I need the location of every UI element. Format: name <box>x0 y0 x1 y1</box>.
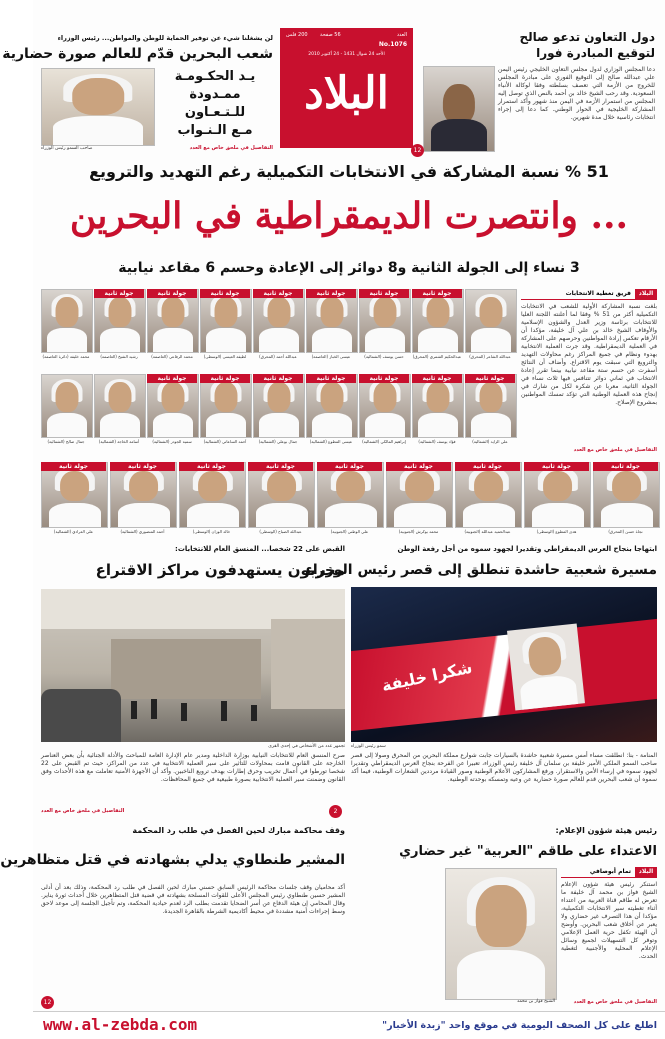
issue-date: الأحد 24 شوال 1431 - 24 أكتوبر 2010 <box>308 52 385 57</box>
middle-story-body: صرح المنسق العام للانتخابات النيابية بوزارة الداخلية ومدير عام الإدارة العامة للمباحث والأدلة الجنائية بأن بعض العناصر الخارجة على القانون قامت بمحاولات للتأثير على سير العملية الانتخابية في عدد من المراكز، حيث تم القبض على 22 شخصا تورطوا في أعمال تخريب وحرق إطارات بهدف ترويع الناخبين. وأكد أن الأجهزة الأمنية تعاملت مع هذه الأحداث وفق القانون وضمنت سير العملية الانتخابية بصورة طبيعية في جميع المحافظات. <box>41 752 345 783</box>
candidate-photo <box>306 289 358 353</box>
candidate-name: علي الزايد (الشمالية) <box>472 439 508 444</box>
portrait-on-banner <box>507 624 585 711</box>
candidate-photo <box>94 374 146 438</box>
bottom-middle-body: أكد محاميان وقف جلسات محاكمة الرئيس السابق حسني مبارك لحين الفصل في طلب رد المحكمة، وذلك بعد أن أدلى المشير حسين طنطاوي رئيس المجلس الأعلى للقوات المسلحة بشهادته في قضية قتل المتظاهرين خلال أحداث ثورة يناير. وقال المحامي إن هيئة الدفاع عن أسر الضحايا تقدمت بطلب الرد لعدم حيادية المحكمة، وتم تأجيل الجلسة إلى موعد لاحق وسط إجراءات أمنية مشددة في محيط أكاديمية الشرطة بالقاهرة الجديدة. <box>41 884 345 915</box>
candidate-name: جمال صالح (الشمالية) <box>47 439 85 444</box>
issue-label: العدد <box>396 32 407 38</box>
footer-slogan: اطلع على كل الصحف اليومية في موقع واحد "زبدة الأخبار" <box>382 1020 657 1031</box>
candidate-card <box>455 462 520 536</box>
main-second-headline: 3 نساء إلى الجولة الثانية و8 دوائر إلى الإعادة وحسم 6 مقاعد نيابية <box>118 260 580 276</box>
right-story-body: المنامة - بنا: انطلقت مساء أمس مسيرة شعبية حاشدة بالسيارات جابت شوارع مملكة البحرين من المحرق وصولا إلى قصر صاحب السمو الملكي الأمير خليفة بن سلمان آل خليفة رئيس الوزراء، تعبيرا عن الفرحة بنجاح العرس الديمقراطي وتقديرا لجهود سموه في إرساء الأمن والاستقرار. ورفع المشاركون الأعلام الوطنية وصور القيادة مرددين الشعارات الوطنية، فيما أكد سموه أن شعب البحرين قدم للعالم صورة حضارية عن وعيه وتمسكه بوحدته الوطنية. <box>351 752 657 783</box>
candidate-name: عيسى الخباز (العاصمة) <box>311 354 351 359</box>
candidate-name: هدى المطوع (الوسطى) <box>536 529 577 534</box>
footer-url[interactable]: www.al-zebda.com <box>43 1015 198 1034</box>
candidates-row-2 <box>41 374 517 444</box>
candidate-photo <box>412 289 464 353</box>
bottom-right-body: استنكر رئيس هيئة شؤون الإعلام الشيخ فواز بن محمد آل خليفة ما تعرض له طاقم قناة العربية من اعتداء أثناء تغطيته سير الانتخابات التكميلية، مؤكدا أن هذا التصرف غير حضاري ولا يعبر عن أخلاق شعب البحرين. وأوضح أن الهيئة تكفل حرية العمل الإعلامي وتوفر كل التسهيلات لجميع وسائل الإعلام المحلية والأجنبية لتغطية الحدث. <box>561 881 657 960</box>
candidate-photo <box>593 462 660 528</box>
candidate-name: محمد خليفة (دائرة العاصمة) <box>42 354 90 359</box>
candidate-name: عبدالحميد عبدالله (الجنوبية) <box>464 529 511 534</box>
candidate-photo <box>412 374 464 438</box>
second-round-badge: جولة ثانية <box>317 462 382 471</box>
bottom-right-more-link[interactable]: التفاصيل في ملحق خاص مع العدد <box>573 999 657 1005</box>
second-round-badge: جولة ثانية <box>386 462 451 471</box>
second-round-badge: جولة ثانية <box>94 289 144 298</box>
candidate-card <box>593 462 658 536</box>
media-chief-photo <box>445 868 557 1000</box>
bottom-middle-page-badge[interactable]: 12 <box>41 996 54 1009</box>
candidate-photo <box>524 462 591 528</box>
second-round-badge: جولة ثانية <box>359 374 409 383</box>
candidate-photo <box>41 462 108 528</box>
candidate-name: حسن يوسف (الشمالية) <box>364 354 404 359</box>
candidate-name: أسامة الخاجة (الشمالية) <box>98 439 140 444</box>
candidate-name: لطيفة العيسى (الوسطى) <box>203 354 247 359</box>
lead-story-byline: فريق تغطية الانتخابات <box>565 290 631 297</box>
candidate-card <box>41 374 91 446</box>
top-right-page-badge[interactable]: 12 <box>411 144 424 157</box>
second-round-badge: جولة ثانية <box>41 462 106 471</box>
candidate-card <box>253 289 303 361</box>
candidate-name: سمية الجودر (الشمالية) <box>152 439 192 444</box>
candidate-name: علي العرادي (الشمالية) <box>53 529 94 534</box>
candidate-card <box>179 462 244 536</box>
middle-story-caption: تجمهر عدد من الأشخاص في إحدى القرى <box>268 744 345 749</box>
bottom-right-caption: الشيخ فواز بن محمد <box>516 999 555 1004</box>
candidate-card <box>41 462 106 536</box>
candidate-photo <box>200 289 252 353</box>
top-right-headline-1: دول التعاون تدعو صالح <box>519 30 655 44</box>
lead-story-badge: البلاد <box>635 289 657 299</box>
right-story-kicker: ابتهاجا بنجاح العرس الديمقراطي وتقديرا لجهود سموه من أجل رفعة الوطن <box>397 545 657 553</box>
quote-line: مـع الـنـواب <box>177 123 253 138</box>
candidate-card <box>412 289 462 361</box>
candidate-card <box>306 289 356 361</box>
candidate-name: رشيد الشيخ (العاصمة) <box>100 354 138 359</box>
right-story-page-badge[interactable]: 2 <box>329 805 342 818</box>
lead-story-more-link[interactable]: التفاصيل في ملحق خاص مع العدد <box>573 447 657 453</box>
lead-story-header <box>521 289 657 300</box>
candidate-card <box>359 374 409 446</box>
right-story-headline: مسيرة شعبية حاشدة تنطلق إلى قصر رئيس الوزراء <box>305 562 657 578</box>
second-round-badge: جولة ثانية <box>306 289 356 298</box>
candidate-photo <box>317 462 384 528</box>
bottom-right-headline: الاعتداء على طاقم "العربية" غير حضاري <box>399 844 657 859</box>
candidate-card <box>200 374 250 446</box>
bottom-right-badge: البلاد <box>635 867 657 877</box>
issue-number: No.1076 <box>378 41 407 48</box>
candidate-photo <box>41 289 93 353</box>
masthead <box>280 28 413 148</box>
quote-box <box>157 68 273 142</box>
second-round-badge: جولة ثانية <box>359 289 409 298</box>
candidate-photo <box>147 289 199 353</box>
candidate-photo <box>455 462 522 528</box>
top-left-kicker: لن يشغلنا شيء عن توفير الحماية للوطن والمواطن... رئيس الوزراء <box>57 34 273 42</box>
candidate-photo <box>179 462 246 528</box>
candidate-card <box>41 289 91 361</box>
candidates-row-3 <box>41 462 657 534</box>
quote-line: ممـدودة <box>189 87 241 102</box>
riot-photo <box>41 589 345 742</box>
middle-story-kicker: القبض على 22 شخصا... المنسق العام للانتخابات: <box>175 545 345 553</box>
second-round-badge: جولة ثانية <box>465 374 515 383</box>
bottom-middle-kicker: وقف محاكمة مبارك لحين الفصل في طلب رد المحكمة <box>132 826 345 835</box>
candidate-card <box>317 462 382 536</box>
banner-text: شكرا خليفة <box>380 657 474 696</box>
second-round-badge: جولة ثانية <box>253 374 303 383</box>
candidate-name: جمال بوعلي (الشمالية) <box>258 439 298 444</box>
candidate-card <box>465 289 515 361</box>
top-right-headline-2: لتوقيع المبادرة فورا <box>536 46 655 60</box>
candidate-card <box>524 462 589 536</box>
top-left-more-link[interactable]: التفاصيل في ملحق خاص مع العدد <box>189 145 273 151</box>
candidate-card <box>253 374 303 446</box>
bottom-right-header <box>561 867 657 878</box>
candidate-name: فؤاد يوسف (الشمالية) <box>418 439 456 444</box>
second-round-badge: جولة ثانية <box>179 462 244 471</box>
second-round-badge: جولة ثانية <box>412 374 462 383</box>
candidate-photo <box>465 289 517 353</box>
candidate-photo <box>41 374 93 438</box>
candidate-photo <box>253 374 305 438</box>
candidate-photo <box>465 374 517 438</box>
candidate-name: أحمد المنصوري (الشمالية) <box>120 529 165 534</box>
candidate-card <box>147 374 197 446</box>
bottom-middle-headline: المشير طنطاوي يدلي بشهادته في قتل متظاهرين <box>0 852 345 868</box>
candidate-name: عبدالله الصباح (الوسطى) <box>259 529 302 534</box>
bottom-right-byline: تمام أبوصافي <box>589 868 631 875</box>
second-round-badge: جولة ثانية <box>306 374 356 383</box>
top-left-caption: صاحب السمو رئيس الوزراء <box>41 146 93 151</box>
candidate-card <box>94 289 144 361</box>
candidate-photo <box>386 462 453 528</box>
march-photo <box>351 587 657 742</box>
yemen-president-photo <box>423 66 495 152</box>
candidate-card <box>412 374 462 446</box>
quote-line: للـتـعـاون <box>184 105 246 120</box>
candidate-photo <box>248 462 315 528</box>
candidate-name: خالد الوزان (الوسطى) <box>192 529 231 534</box>
candidate-card <box>147 289 197 361</box>
second-round-badge: جولة ثانية <box>524 462 589 471</box>
candidate-card <box>110 462 175 536</box>
right-story-caption: سمو رئيس الوزراء <box>351 744 386 749</box>
candidate-photo <box>110 462 177 528</box>
middle-story-more-link[interactable]: التفاصيل في ملحق خاص مع العدد <box>41 808 125 814</box>
second-round-badge: جولة ثانية <box>412 289 462 298</box>
logo: البلاد <box>304 68 389 119</box>
candidate-photo <box>94 289 146 353</box>
second-round-badge: جولة ثانية <box>253 289 303 298</box>
candidate-photo <box>359 289 411 353</box>
pages-count: 56 صفحة <box>320 32 341 38</box>
candidate-card <box>306 374 356 446</box>
candidate-card <box>94 374 144 446</box>
candidate-card <box>200 289 250 361</box>
second-round-badge: جولة ثانية <box>147 289 197 298</box>
bottom-right-kicker: رئيس هيئة شؤون الإعلام: <box>555 826 657 835</box>
candidate-photo <box>306 374 358 438</box>
price: 200 فلس <box>286 32 308 38</box>
second-round-badge: جولة ثانية <box>455 462 520 471</box>
top-right-body: دعا المجلس الوزاري لدول مجلس التعاون الخليجي رئيس اليمن علي عبدالله صالح إلى التوقيع الفوري على مبادرة المجلس للخروج من الأزمة التي تعصف بسلطته وفقا لوكالة الأنباء السعودية. وقد رحب الشيخ خالد بن أحمد بالنص الذي توصل إليه المجلس من استمرار الأزمة في اليمن منذ شهور وأكد استمرار المشاركة الخليجية في الحوار الوطني. كما دعا إلى إجراء انتخابات رئاسية خلال مدة شهرين. <box>498 66 655 121</box>
second-round-badge: جولة ثانية <box>593 462 658 471</box>
quote-line: يـد الحكـومـة <box>174 69 256 84</box>
main-headline: ... وانتصرت الديمقراطية في البحرين <box>69 195 629 237</box>
candidate-photo <box>200 374 252 438</box>
second-round-badge: جولة ثانية <box>248 462 313 471</box>
candidates-row-1 <box>41 289 517 359</box>
middle-story-headline: مخربون يستهدفون مراكز الاقتراع <box>95 561 345 579</box>
lead-story <box>521 289 657 459</box>
second-round-badge: جولة ثانية <box>200 374 250 383</box>
candidate-name: نجاة حسن (المحرق) <box>608 529 643 534</box>
candidate-name: أحمد الساعاتي (الشمالية) <box>203 439 247 444</box>
candidate-name: عبدالحكيم الشمري (المحرق) <box>412 354 462 359</box>
candidate-name: إبراهيم المالكي (الشمالية) <box>362 439 406 444</box>
candidate-photo <box>359 374 411 438</box>
second-round-badge: جولة ثانية <box>147 374 197 383</box>
main-sub-headline: 51 % نسبة المشاركة في الانتخابات التكميلية رغم التهديد والترويع <box>89 162 609 181</box>
lead-story-body: بلغت نسبة المشاركة الأولية للشعب في الانتخابات التكميلية أكثر من 51 % وفقا لما أعلنته اللجنة العليا للانتخابات برئاسة وزير العدل والشؤون الإسلامية والأوقاف الشيخ خالد بن علي آل خليفة، مؤكدا أن الأرقام تعكس إرادة المواطنين وحرصهم على المشاركة في العملية الديمقراطية. وقد جرت العملية الانتخابية بهدوء ونظام في جميع المراكز رغم محاولات التهديد والترويع التي سبقت يوم الاقتراع. وأضاف أن النتائج أسفرت عن حسم ستة مقاعد نيابية بينما تقرر إعادة الانتخاب في ثماني دوائر تتنافس فيها ثلاث نساء في الجولة الثانية، معربا عن شكره لكل من شارك في إنجاح هذه العملية الوطنية التي تؤكد تمسك المواطنين بمشروع الإصلاح. <box>521 303 658 406</box>
second-round-badge: جولة ثانية <box>110 462 175 471</box>
candidate-name: عيسى المطوع (الشمالية) <box>309 439 353 444</box>
candidate-card <box>386 462 451 536</box>
candidate-card <box>359 289 409 361</box>
candidate-card <box>465 374 515 446</box>
candidate-name: محمد الرفاعي (العاصمة) <box>151 354 193 359</box>
second-round-badge: جولة ثانية <box>200 289 250 298</box>
candidate-name: عبدالله أحمد (المحرق) <box>259 354 297 359</box>
candidate-name: محمد بوكرش (الجنوبية) <box>398 529 439 534</box>
top-left-headline: شعب البحرين قدّم للعالم صورة حضارية <box>2 46 273 62</box>
candidate-name: علي الوطني (الجنوبية) <box>330 529 369 534</box>
candidate-card <box>248 462 313 536</box>
prime-minister-photo <box>41 68 155 146</box>
candidate-name: عبدالله الشاعر (المحرق) <box>469 354 511 359</box>
site-footer <box>33 1011 665 1039</box>
candidate-photo <box>147 374 199 438</box>
candidate-photo <box>253 289 305 353</box>
